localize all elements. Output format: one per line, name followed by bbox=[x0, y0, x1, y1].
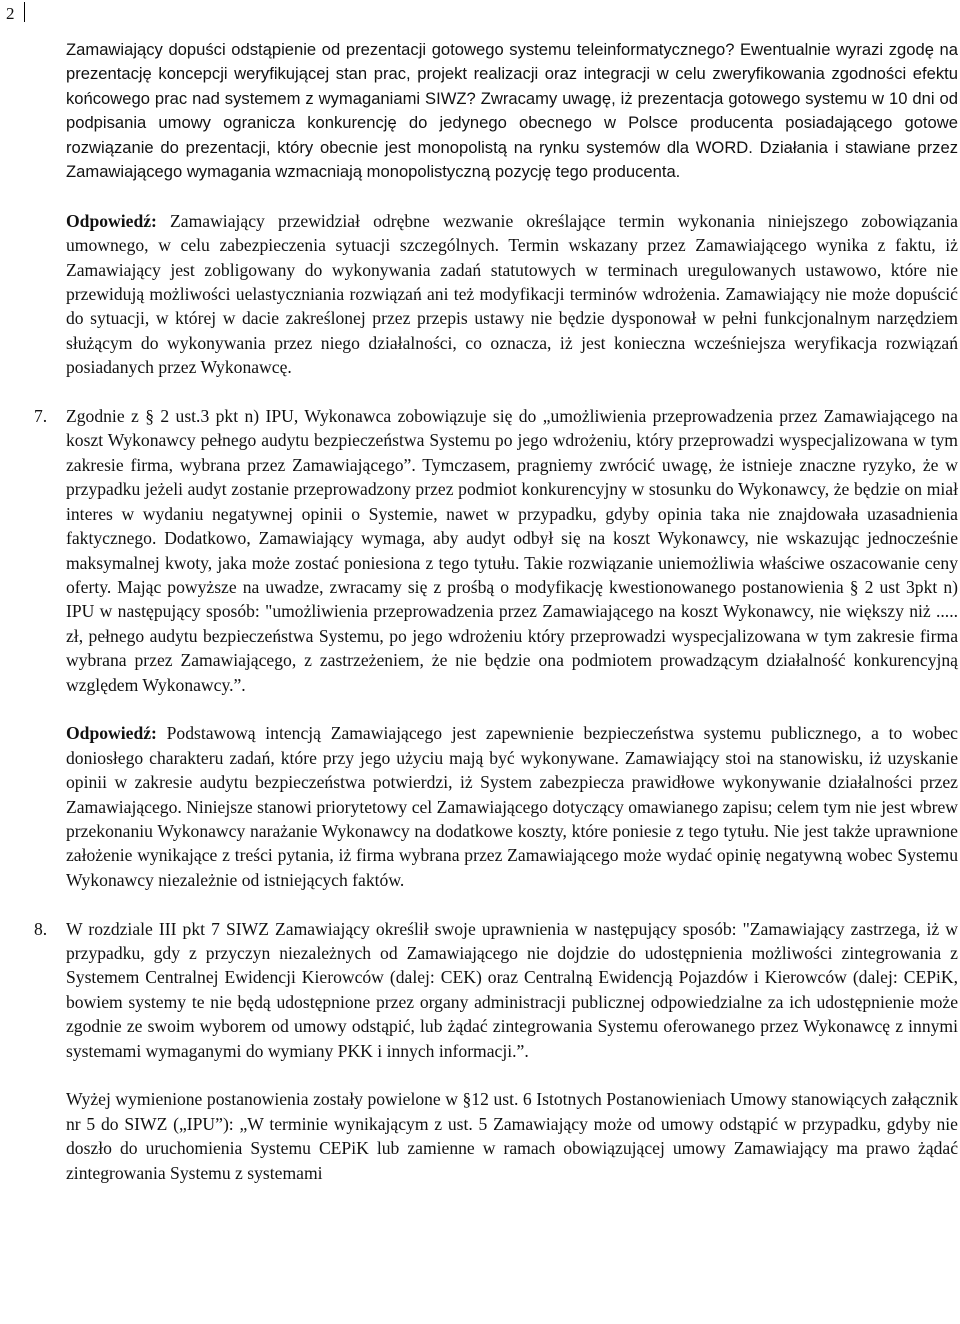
list-item-8-text: W rozdziale III pkt 7 SIWZ Zamawiający określił swoje uprawnienia w następujący sposób: "Zamawiający zastrzega, iż w przypadku, gdy z przyczyn niezależnych od Zamawiającego nie dojdzie do udostępnienia możliwości zintegrowania z Systemem Centralnej Ewidencji Kierowców (dalej: CEK) oraz Centralną Ewidencją Pojazdów i Kierowców (dalej: CEPiK, bowiem systemy te nie będą udostępnione przez organy administracji publicznej odpowiedzialne za ich udostępnienie może zgodnie ze swoim wyborem od umowy odstąpić, lub żądać zintegrowania Systemu oferowanego przez Wykonawcę z innymi systemami wymaganymi do wymiany PKK i innych informacji.”. bbox=[66, 918, 958, 1061]
answer-label-1: Odpowiedź: bbox=[66, 210, 157, 231]
list-item-7-number: 7. bbox=[34, 406, 48, 427]
answer-body-1: Zamawiający przewidział odrębne wezwanie określające termin wykonania niniejszego zobowiązania umownego, w celu zabezpieczenia sytuacji szczególnych. Termin wskazany przez Zamawiającego wynika z faktu, iż Zamawiający jest zobligowany do wykonywania zadań statutowych w terminach uregulowanych ustawowo, które nie przewidują możliwości uelastyczniania rozwiązań ani też modyfikacji terminów wdrożenia. Zamawiający nie może dopuścić do sytuacji, w której w dacie zakreślonej przez przepis ustawy nie będzie dysponował w pełni funkcjonalnym narzędziem służącym do wykonywania przez niego działalności, co oznacza, iż jest konieczna wcześniejsza weryfikacja rozwiązań posiadanych przez Wykonawcę. bbox=[66, 210, 958, 378]
closing-paragraph bbox=[66, 1087, 958, 1185]
page-number: 2 bbox=[6, 4, 15, 23]
list-item-8-number: 8. bbox=[34, 918, 48, 939]
page-header bbox=[6, 2, 25, 25]
list-item-7-text: Zgodnie z § 2 ust.3 pkt n) IPU, Wykonawca zobowiązuje się do „umożliwienia przeprowadzenia przez Zamawiającego na koszt Wykonawcy pełnego audytu bezpieczeństwa Systemu po jego wdrożeniu, który przeprowadzi wyspecjalizowana w tym zakresie firma, wybrana przez Zamawiającego”. Tymczasem, pragniemy zwrócić uwagę, że istnieje znaczne ryzyko, że w przypadku jeżeli audyt zostanie przeprowadzony przez podmiot konkurencyjny w stosunku do Wykonawcy, że będzie on miał interes w wydaniu negatywnej opinii o Systemie, nawet w przypadku, gdyby opinia taka nie znajdowała uzasadnienia faktycznego. Dodatkowo, Zamawiający wymaga, aby audyt odbył się na koszt Wykonawcy, nie wskazując jednocześnie maksymalnej kwoty, jaka może zostać poniesiona z tego tytułu. Takie rozwiązanie uniemożliwia właściwe oszacowanie ceny oferty. Mając powyższe na uwadze, zwracamy się z prośbą o modyfikację kwestionowanego postanowienia § 2 ust 3pkt n) IPU w następujący sposób: "umożliwienia przeprowadzenia przez Zamawiającego na koszt Wykonawcy, nie większy niż ..... zł, pełnego audytu bezpieczeństwa Systemu, po jego wdrożeniu który przeprowadzi wyspecjalizowana w tym zakresie firma wybrana przez Zamawiającego, z zastrzeżeniem, że nie będzie ona podmiotem prowadzącym działalność konkurencyjną względem Wykonawcy.”. bbox=[66, 406, 958, 695]
answer-paragraph-1 bbox=[66, 209, 958, 380]
question-paragraph bbox=[66, 38, 958, 184]
list-item-8 bbox=[34, 917, 958, 1063]
list-item-7 bbox=[34, 404, 958, 697]
answer-text-1 bbox=[66, 209, 958, 380]
document-body bbox=[34, 38, 958, 1185]
answer-label-2: Odpowiedź: bbox=[66, 723, 157, 744]
closing-text: Wyżej wymienione postanowienia zostały powielone w §12 ust. 6 Istotnych Postanowieniach Umowy stanowiących załącznik nr 5 do SIWZ („IPU”): „W terminie wynikającym z ust. 5 Zamawiający może od umowy odstąpić w przypadku, gdyby nie doszło do uruchomienia Systemu CEPiK lub zamienne w ramach obowiązującej umowy Zamawiający ma prawo żądać zintegrowania Systemu z systemami bbox=[66, 1089, 958, 1183]
header-rule bbox=[24, 2, 26, 22]
answer-paragraph-2 bbox=[66, 721, 958, 892]
answer-body-2: Podstawową intencją Zamawiającego jest zapewnienie bezpieczeństwa systemu publicznego, a to wobec doniosłego charakteru zadań, które przy jego użyciu mają być wykonywane. Zamawiający stoi na stanowisku, iż uzyskanie opinii w zakresie audytu bezpieczeństwa potwierdzi, iż System zabezpiecza prawidłowe wykonywanie działalności przez Zamawiającego. Niniejsze stanowi priorytetowy cel Zamawiającego dotyczący omawianego zapisu; celem tym nie jest wbrew przekonaniu Wykonawcy narażanie Wykonawcy na dodatkowe koszty, które poniesie z tego tytułu. Nie jest także uprawnione założenie wynikające z treści pytania, iż firma wybrana przez Zamawiającego może wydać opinię negatywną wobec Systemu Wykonawcy niezależnie od istniejących faktów. bbox=[66, 723, 958, 890]
question-text: Zamawiający dopuści odstąpienie od prezentacji gotowego systemu teleinformatycznego? Ewentualnie wyrazi zgodę na prezentację koncepcji weryfikującej stan prac, projekt realizacji oraz integracji w celu zweryfikowania zgodności efektu końcowego prac nad systemem z wymaganiami SIWZ? Zwracamy uwagę, iż prezentacja gotowego systemu w 10 dni od podpisania umowy ogranicza konkurencję do jedynego obecnego w Polsce producenta posiadającego gotowe rozwiązanie do prezentacji, który obecnie jest monopolistą na rynku systemów dla WORD. Działania i stawiane przez Zamawiającego wymagania wzmacniają monopolistyczną pozycję tego producenta. bbox=[66, 40, 958, 182]
answer-text-2 bbox=[66, 721, 958, 892]
